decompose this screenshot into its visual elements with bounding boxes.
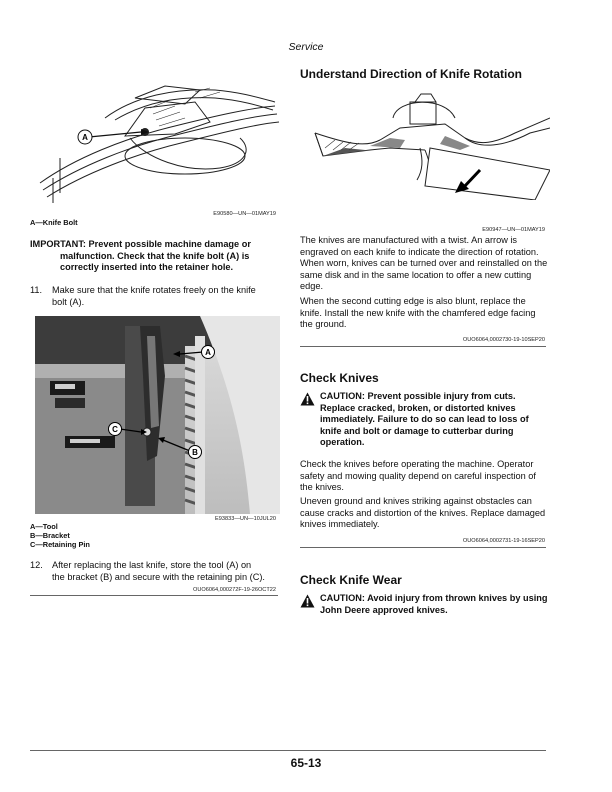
callout-c-fig2: C — [112, 425, 118, 434]
knife-rotation-illustration — [305, 88, 550, 200]
callout-a-fig2: A — [205, 348, 211, 357]
check-knives-paragraph-2: Uneven ground and knives striking against obstacles can cause cracks and distortion of the knives. Replace damaged knives immediately. — [300, 496, 546, 530]
rotation-paragraph-2: When the second cutting edge is also blunt, replace the knife. Install the new knife with the chamfered edge facing the ground. — [300, 296, 536, 330]
caption-retaining-pin: C—Retaining Pin — [30, 540, 90, 550]
important-notice — [30, 239, 280, 274]
caption-bracket: B—Bracket — [30, 531, 70, 541]
doc-ref-rotation: OUO6064,0002730-19-10SEP20 — [462, 337, 545, 343]
warning-triangle-icon — [300, 594, 315, 608]
page-number: 65-13 — [290, 756, 322, 770]
section-divider-left — [30, 595, 278, 596]
warning-triangle-icon — [300, 392, 315, 406]
tool-storage-photo — [35, 316, 280, 514]
heading-knife-rotation: Understand Direction of Knife Rotation — [300, 67, 522, 81]
step-12-number: 12. — [30, 560, 43, 570]
caution-text-cuts: CAUTION: Prevent possible injury from cuts. Replace cracked, broken, or distorted knives immediately. Failure to do so can lead to loss of knife and bolt or damage to cutterbar during operation. — [320, 391, 529, 448]
caption-list-fig2 — [30, 522, 90, 550]
section-divider-rotation — [300, 346, 546, 347]
step-11-number: 11. — [30, 285, 43, 295]
step-12 — [30, 560, 282, 583]
caption-knife-bolt: A—Knife Bolt — [30, 218, 78, 227]
doc-ref-left: OUO6064,000272F-19-26OCT22 — [192, 587, 276, 593]
step-11-line-1: Make sure that the knife rotates freely on the knife — [52, 285, 256, 295]
caution-text-thrown-knives: CAUTION: Avoid injury from thrown knives by using John Deere approved knives. — [320, 593, 548, 615]
caption-tool: A—Tool — [30, 522, 58, 531]
callout-b-fig2: B — [192, 448, 198, 457]
knife-bolt-illustration — [35, 78, 280, 208]
step-11 — [30, 285, 280, 308]
step-12-line-2: the bracket (B) and secure with the retaining pin (C). — [52, 571, 265, 582]
figure-ref-2: E93833—UN—10JUL20 — [215, 516, 276, 522]
heading-knife-wear: Check Knife Wear — [300, 573, 402, 587]
important-line-1: IMPORTANT: Prevent possible machine damage or — [30, 239, 251, 249]
callout-a-fig1: A — [82, 133, 88, 142]
rotation-paragraph-1: The knives are manufactured with a twist. An arrow is engraved on each knife to indicate the direction of rotation. When worn, knives can be turned over and reinstalled on the same disk and in the same location to offer a new cutting edge. — [300, 235, 548, 292]
caution-knife-wear — [300, 593, 550, 616]
heading-check-knives: Check Knives — [300, 371, 379, 385]
doc-ref-check-knives: OUO6064,0002731-19-16SEP20 — [462, 538, 545, 544]
caution-check-knives — [300, 391, 550, 449]
important-line-2: malfunction. Check that the knife bolt (A) is — [60, 250, 250, 261]
check-knives-paragraph-1: Check the knives before operating the machine. Operator safety and mowing quality depend on careful inspection of the knives. — [300, 459, 536, 493]
important-line-3: correctly inserted into the retainer hole. — [60, 262, 234, 273]
footer-rule — [30, 750, 546, 751]
figure-ref-rotation: E90947—UN—01MAY19 — [482, 227, 545, 233]
section-header: Service — [288, 41, 324, 53]
section-divider-check-knives — [300, 547, 546, 548]
step-11-line-2: bolt (A). — [52, 296, 85, 307]
figure-ref-1: E90580—UN—01MAY19 — [213, 211, 276, 217]
step-12-line-1: After replacing the last knife, store the tool (A) on — [52, 560, 252, 570]
